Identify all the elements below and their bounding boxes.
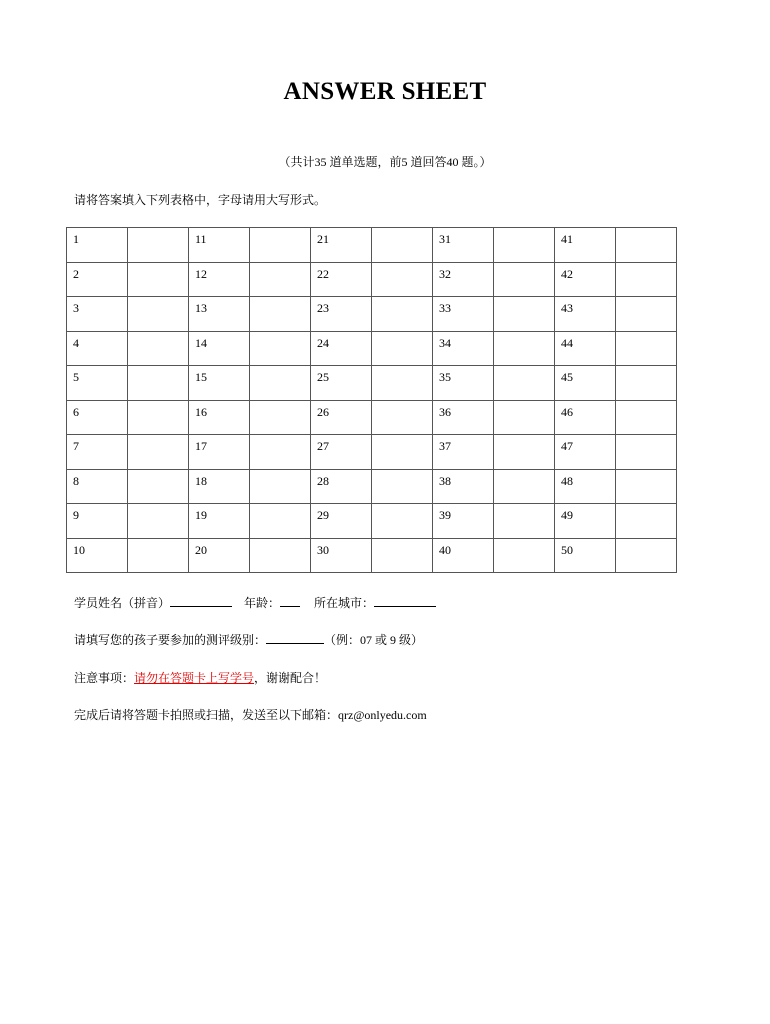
question-number-cell [555, 297, 616, 332]
question-number: 1 [73, 232, 79, 246]
answer-cell[interactable] [250, 504, 311, 539]
question-number-cell [555, 504, 616, 539]
question-number-cell [311, 469, 372, 504]
answer-cell[interactable] [250, 469, 311, 504]
answer-cell[interactable] [128, 435, 189, 470]
question-number-cell [433, 538, 494, 573]
level-label: 请填写您的孩子要参加的测评级别： [74, 633, 267, 647]
question-number-cell [433, 469, 494, 504]
table-row [67, 331, 677, 366]
question-number-cell [555, 435, 616, 470]
answer-cell[interactable] [128, 504, 189, 539]
city-field[interactable] [374, 595, 436, 607]
question-number: 29 [317, 508, 329, 522]
question-number: 17 [195, 439, 207, 453]
question-number-cell [433, 331, 494, 366]
question-number-cell [555, 331, 616, 366]
question-number-cell [189, 297, 250, 332]
answer-cell[interactable] [494, 262, 555, 297]
answer-cell[interactable] [494, 400, 555, 435]
question-number-cell [67, 262, 128, 297]
question-number-cell [311, 400, 372, 435]
question-number: 3 [73, 301, 79, 315]
question-number: 24 [317, 335, 329, 350]
answer-cell[interactable] [616, 504, 677, 539]
question-number: 43 [561, 301, 573, 315]
question-number-cell [433, 435, 494, 470]
answer-cell[interactable] [250, 538, 311, 573]
question-number: 23 [317, 301, 329, 315]
question-number: 7 [73, 439, 79, 453]
question-number: 25 [317, 370, 329, 384]
question-number: 40 [439, 542, 451, 557]
answer-cell[interactable] [616, 228, 677, 263]
question-number: 19 [195, 508, 207, 522]
question-number-cell [311, 228, 372, 263]
question-number: 14 [195, 335, 207, 350]
answer-cell[interactable] [372, 366, 433, 401]
question-number: 33 [439, 301, 451, 315]
table-row [67, 469, 677, 504]
question-number: 10 [73, 542, 85, 557]
question-number-cell [311, 435, 372, 470]
table-row [67, 366, 677, 401]
instruction-text: 请将答案填入下列表格中，字母请用大写形式。 [74, 193, 327, 207]
answer-cell[interactable] [372, 469, 433, 504]
level-example: （例：07 或 9 级） [324, 633, 424, 647]
question-number-cell [189, 262, 250, 297]
question-number: 42 [561, 266, 573, 281]
question-number: 5 [73, 370, 79, 384]
page-title: ANSWER SHEET [283, 78, 487, 105]
question-number-cell [67, 297, 128, 332]
question-number-cell [189, 400, 250, 435]
answer-cell[interactable] [616, 262, 677, 297]
question-number-cell [67, 331, 128, 366]
question-number-cell [311, 538, 372, 573]
question-number: 16 [195, 404, 207, 419]
question-number-cell [433, 400, 494, 435]
answer-cell[interactable] [616, 366, 677, 401]
table-row [67, 435, 677, 470]
answer-cell[interactable] [250, 366, 311, 401]
question-number: 21 [317, 232, 329, 246]
question-number-cell [433, 297, 494, 332]
note-highlight: 请勿在答题卡上写学号 [134, 671, 255, 685]
answer-cell[interactable] [250, 262, 311, 297]
question-number: 32 [439, 266, 451, 281]
answer-cell[interactable] [494, 504, 555, 539]
question-number-cell [67, 435, 128, 470]
answer-cell[interactable] [494, 538, 555, 573]
question-number-cell [189, 504, 250, 539]
city-label: 所在城市： [314, 596, 375, 610]
level-row [74, 632, 423, 648]
question-number: 31 [439, 232, 451, 246]
question-number: 46 [561, 404, 573, 419]
question-number-cell [311, 297, 372, 332]
answer-cell[interactable] [372, 435, 433, 470]
answer-cell[interactable] [494, 469, 555, 504]
note-prefix: 注意事项： [74, 671, 135, 685]
table-row [67, 538, 677, 573]
question-number: 45 [561, 370, 573, 384]
question-number: 44 [561, 335, 573, 350]
question-number-cell [67, 366, 128, 401]
question-number-cell [67, 504, 128, 539]
table-row [67, 400, 677, 435]
question-number-cell [311, 504, 372, 539]
question-number-cell [189, 331, 250, 366]
question-number-cell [67, 228, 128, 263]
question-number: 50 [561, 542, 573, 557]
answer-cell[interactable] [372, 262, 433, 297]
question-number: 9 [73, 508, 79, 522]
question-number: 37 [439, 439, 451, 453]
question-number: 27 [317, 439, 329, 453]
question-number: 13 [195, 301, 207, 315]
answer-cell[interactable] [616, 400, 677, 435]
question-number: 26 [317, 404, 329, 419]
question-number: 22 [317, 266, 329, 281]
question-number-cell [555, 400, 616, 435]
answer-cell[interactable] [616, 538, 677, 573]
question-number: 15 [195, 370, 207, 384]
question-number-cell [433, 228, 494, 263]
question-number-cell [67, 538, 128, 573]
answer-cell[interactable] [494, 366, 555, 401]
answer-cell[interactable] [128, 331, 189, 366]
table-row [67, 297, 677, 332]
note-row [74, 670, 326, 686]
question-number: 20 [195, 542, 207, 557]
answer-cell[interactable] [494, 297, 555, 332]
question-number: 6 [73, 404, 79, 419]
question-number-cell [189, 228, 250, 263]
answer-cell[interactable] [250, 435, 311, 470]
answer-cell[interactable] [494, 435, 555, 470]
answer-cell[interactable] [250, 400, 311, 435]
answer-cell[interactable] [250, 228, 311, 263]
answer-cell[interactable] [372, 538, 433, 573]
table-row [67, 228, 677, 263]
question-number: 11 [195, 232, 207, 246]
question-number-cell [555, 228, 616, 263]
question-number: 48 [561, 473, 573, 488]
name-label: 学员姓名（拼音） [74, 596, 171, 610]
email-address[interactable]: qrz@onlyedu.com [338, 708, 427, 722]
question-number-cell [189, 366, 250, 401]
question-number: 36 [439, 404, 451, 419]
answer-cell[interactable] [616, 469, 677, 504]
answer-cell[interactable] [128, 366, 189, 401]
answer-cell[interactable] [128, 538, 189, 573]
email-row [74, 707, 427, 723]
question-number-cell [433, 504, 494, 539]
student-info-row [74, 595, 436, 611]
answer-cell[interactable] [616, 435, 677, 470]
answer-cell[interactable] [494, 331, 555, 366]
email-prefix: 完成后请将答题卡拍照或扫描，发送至以下邮箱： [74, 708, 339, 722]
answer-cell[interactable] [128, 228, 189, 263]
answer-table [66, 227, 677, 573]
question-number: 8 [73, 473, 79, 488]
table-row [67, 504, 677, 539]
age-label: 年龄： [244, 596, 281, 610]
answer-cell[interactable] [128, 469, 189, 504]
answer-cell[interactable] [128, 400, 189, 435]
answer-cell[interactable] [494, 228, 555, 263]
age-field[interactable] [280, 595, 300, 607]
question-number-cell [555, 469, 616, 504]
question-number: 47 [561, 439, 573, 453]
question-number-cell [67, 469, 128, 504]
note-suffix: ，谢谢配合！ [254, 671, 327, 685]
answer-cell[interactable] [616, 331, 677, 366]
question-number-cell [311, 331, 372, 366]
answer-cell[interactable] [372, 504, 433, 539]
question-number: 39 [439, 508, 451, 522]
question-number: 49 [561, 508, 573, 522]
question-number: 18 [195, 473, 207, 488]
question-number: 30 [317, 542, 329, 557]
answer-cell[interactable] [372, 228, 433, 263]
level-field[interactable] [266, 632, 324, 644]
question-number-cell [311, 262, 372, 297]
question-number-cell [189, 435, 250, 470]
question-number: 2 [73, 266, 79, 281]
answer-cell[interactable] [372, 331, 433, 366]
question-number: 28 [317, 473, 329, 488]
answer-cell[interactable] [250, 331, 311, 366]
answer-cell[interactable] [128, 262, 189, 297]
question-number: 38 [439, 473, 451, 488]
question-number-cell [555, 538, 616, 573]
info-line: （共计35 道单选题，前5 道回答40 题。） [278, 155, 492, 169]
answer-cell[interactable] [250, 297, 311, 332]
question-number-cell [433, 262, 494, 297]
answer-cell[interactable] [616, 297, 677, 332]
question-number-cell [189, 538, 250, 573]
question-number: 41 [561, 232, 573, 246]
answer-cell[interactable] [128, 297, 189, 332]
question-number: 12 [195, 266, 207, 281]
question-number: 34 [439, 335, 451, 350]
table-row [67, 262, 677, 297]
question-number-cell [67, 400, 128, 435]
question-number-cell [555, 262, 616, 297]
question-number-cell [555, 366, 616, 401]
question-number: 35 [439, 370, 451, 384]
name-field[interactable] [170, 595, 232, 607]
answer-cell[interactable] [372, 297, 433, 332]
question-number-cell [433, 366, 494, 401]
question-number: 4 [73, 335, 79, 350]
question-number-cell [311, 366, 372, 401]
answer-cell[interactable] [372, 400, 433, 435]
question-number-cell [189, 469, 250, 504]
